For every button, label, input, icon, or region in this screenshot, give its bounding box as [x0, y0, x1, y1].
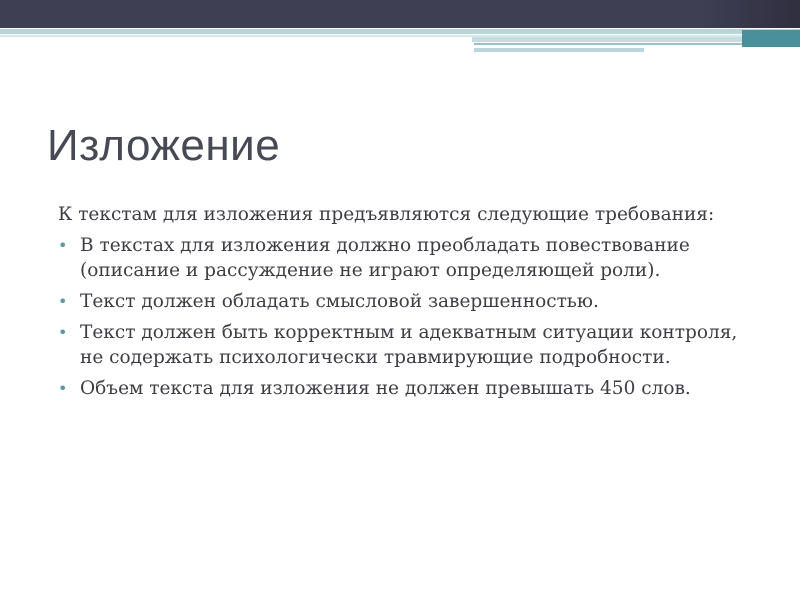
- bullet-dot-icon: •: [58, 236, 68, 255]
- list-item: [58, 289, 758, 314]
- list-item-text: В текстах для изложения должно преобладать повествование (описание и рассуждение не играют определяющей роли).: [80, 235, 690, 281]
- intro-text: К текстам для изложения предъявляются следующие требования:: [58, 204, 715, 225]
- accent-bar-short: [474, 48, 644, 52]
- header-band: [0, 0, 800, 28]
- list-item: [58, 376, 758, 401]
- slide-body: [58, 202, 758, 407]
- accent-stripe: [0, 29, 800, 34]
- list-item-text: Текст должен быть корректным и адекватным ситуации контроля, не содержать психологически травмирующие подробности.: [80, 322, 738, 368]
- bullet-dot-icon: •: [58, 379, 68, 398]
- list-item-text: Текст должен обладать смысловой завершенностью.: [80, 291, 599, 312]
- header-band-shade: [700, 0, 800, 28]
- list-item: [58, 233, 758, 283]
- requirements-list: [58, 233, 758, 401]
- list-item: [58, 320, 758, 370]
- accent-teal-block: [742, 30, 800, 47]
- list-item-text: Объем текста для изложения не должен превышать 450 слов.: [80, 378, 691, 399]
- slide-title: Изложение: [47, 121, 281, 170]
- bullet-dot-icon: •: [58, 323, 68, 342]
- bullet-dot-icon: •: [58, 292, 68, 311]
